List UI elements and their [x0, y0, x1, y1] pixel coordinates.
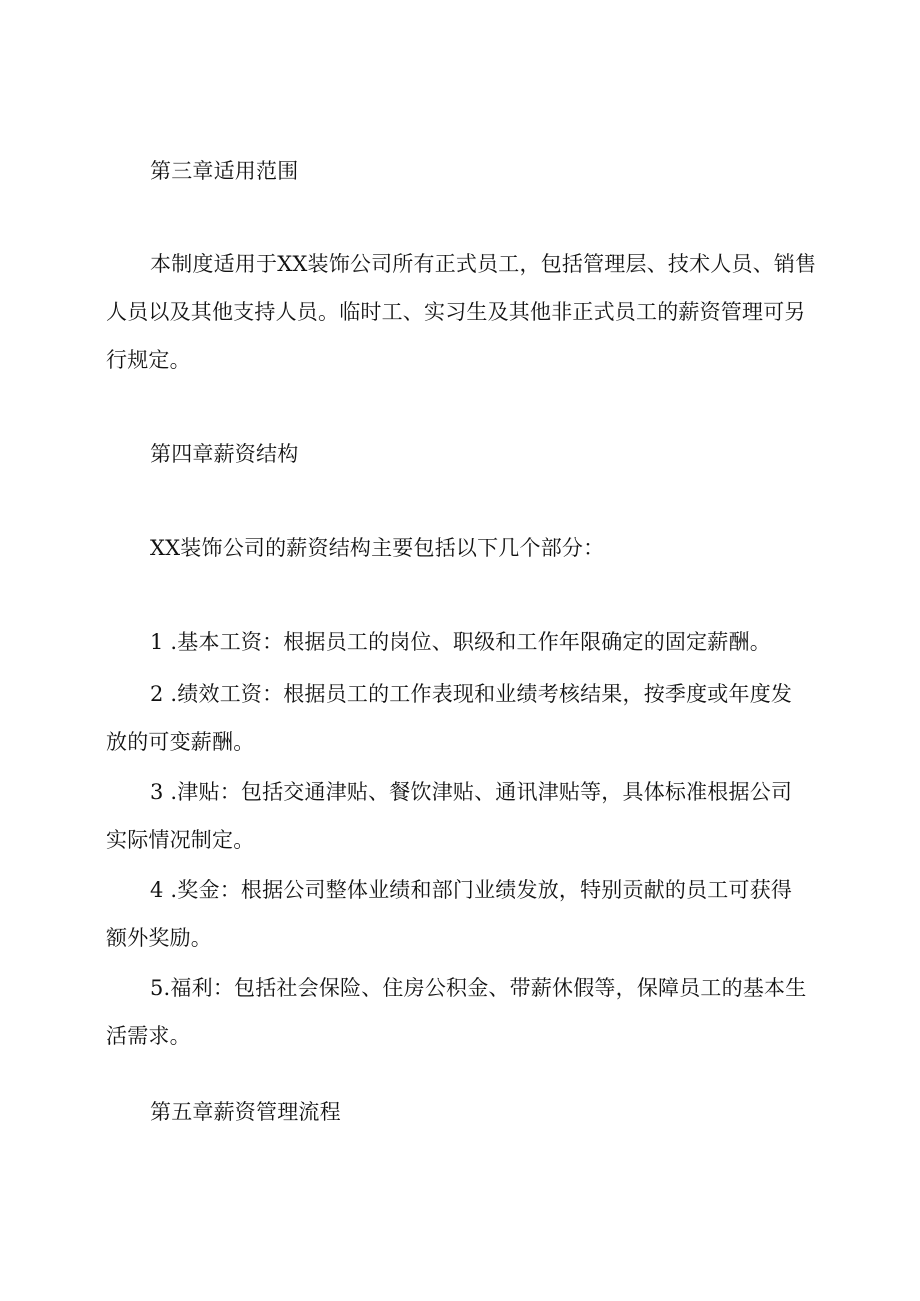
- chapter-5-title: 第五章薪资管理流程: [150, 1100, 341, 1124]
- chapter-3-paragraph-line-2: 人员以及其他支持人员。临时工、实习生及其他非正式员工的薪资管理可另: [106, 300, 806, 324]
- list-item-5-line-2: 活需求。: [106, 1024, 191, 1048]
- chapter-4-title: 第四章薪资结构: [150, 442, 299, 466]
- chapter-4-intro: XX装饰公司的薪资结构主要包括以下几个部分：: [150, 536, 605, 560]
- chapter-3-paragraph-line-3: 行规定。: [106, 348, 191, 372]
- list-item-4-line-1: 4 .奖金：根据公司整体业绩和部门业绩发放，特别贡献的员工可获得: [150, 878, 793, 902]
- chapter-3-title: 第三章适用范围: [150, 159, 299, 183]
- list-item-5-line-1: 5.福利：包括社会保险、住房公积金、带薪休假等，保障员工的基本生: [150, 976, 807, 1000]
- list-item-3-line-1: 3 .津贴：包括交通津贴、餐饮津贴、通讯津贴等，具体标准根据公司: [150, 780, 793, 804]
- list-item-2-line-2: 放的可变薪酬。: [106, 730, 255, 754]
- list-item-1-line-1: 1 .基本工资：根据员工的岗位、职级和工作年限确定的固定薪酬。: [150, 630, 771, 654]
- list-item-2-line-1: 2 .绩效工资：根据员工的工作表现和业绩考核结果，按季度或年度发: [150, 682, 793, 706]
- list-item-4-line-2: 额外奖励。: [106, 926, 212, 950]
- chapter-3-paragraph-line-1: 本制度适用于XX装饰公司所有正式员工，包括管理层、技术人员、销售: [150, 252, 817, 276]
- list-item-3-line-2: 实际情况制定。: [106, 828, 255, 852]
